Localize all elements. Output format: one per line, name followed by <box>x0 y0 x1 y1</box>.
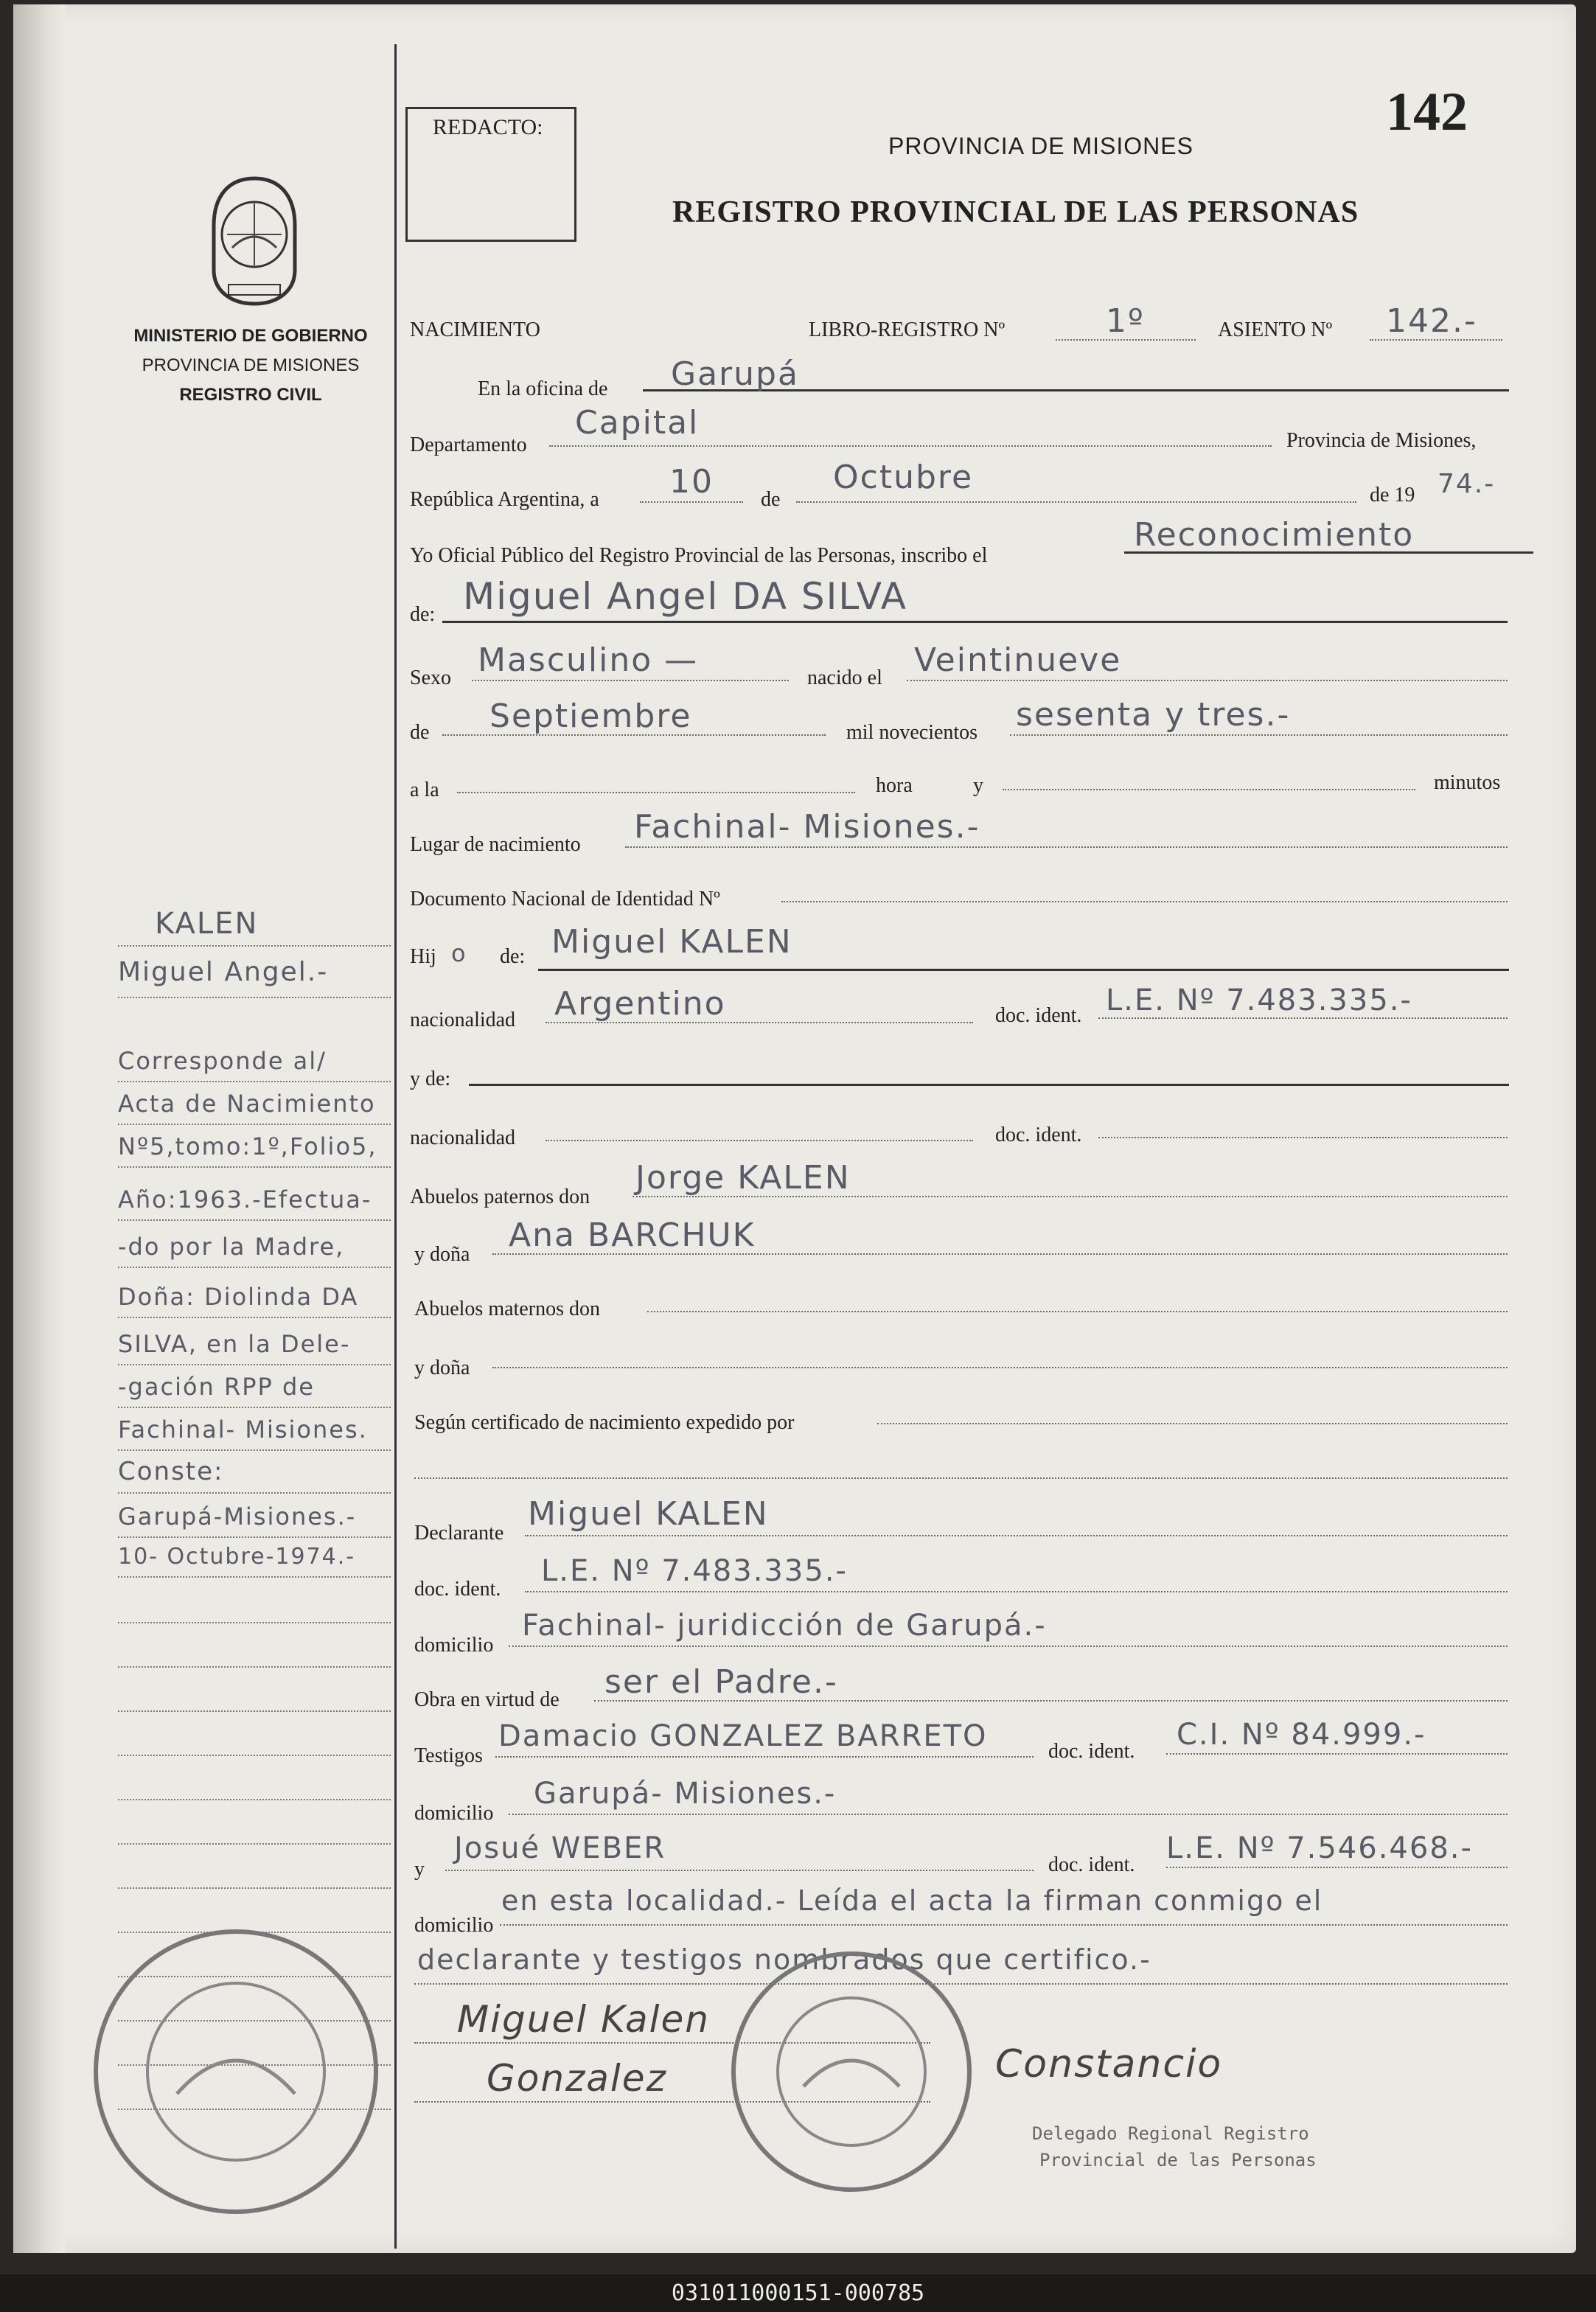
value-doc-declarante: L.E. Nº 7.483.335.- <box>541 1554 848 1588</box>
dotline-domicilio-3 <box>500 1924 1508 1926</box>
dotline-month <box>796 501 1356 503</box>
margin-line-6 <box>118 1267 391 1268</box>
margin-line-12 <box>118 1536 391 1538</box>
dotline-doc-ident-5 <box>1166 1867 1508 1868</box>
label-de-month: de <box>761 488 781 511</box>
ministry-block <box>118 321 383 410</box>
margin-note-line: Doña: Diolinda DA <box>118 1283 359 1311</box>
value-libro: 1º <box>1106 302 1145 340</box>
dotline-minutos <box>1003 789 1415 790</box>
signature-oficial: Constancio <box>995 2042 1223 2086</box>
value-nacido-dia: Veintinueve <box>914 641 1122 679</box>
coat-of-arms-icon <box>199 174 310 308</box>
label-nacionalidad-2: nacionalidad <box>410 1127 516 1149</box>
value-doc-testigo-2: L.E. Nº 7.546.468.- <box>1166 1831 1473 1865</box>
dotline-doc-ident-1 <box>1098 1017 1508 1019</box>
dotline-segun <box>877 1423 1508 1424</box>
margin-line-blank <box>118 1666 391 1668</box>
label-departamento: Departamento <box>410 434 527 456</box>
margin-line-9 <box>118 1407 391 1408</box>
margin-line-4 <box>118 1166 391 1168</box>
ministry-line-1: MINISTERIO DE GOBIERNO <box>133 326 368 346</box>
label-asiento: ASIENTO Nº <box>1218 318 1333 341</box>
value-nacionalidad-padre: Argentino <box>554 985 726 1023</box>
value-domicilio-testigo-1: Garupá- Misiones.- <box>534 1777 837 1811</box>
margin-line-7 <box>118 1317 391 1318</box>
stamp-line-2: Provincial de las Personas <box>1039 2150 1317 2170</box>
label-domicilio-3: domicilio <box>414 1914 494 1937</box>
label-obra: Obra en virtud de <box>414 1688 560 1711</box>
margin-line-8 <box>118 1364 391 1365</box>
dotline-a-la <box>457 792 855 793</box>
value-testigo-1: Damacio GONZALEZ BARRETO <box>498 1719 988 1753</box>
line-padre <box>538 969 1509 971</box>
margin-note-line: 10- Octubre-1974.- <box>118 1544 356 1570</box>
label-y-de: y de: <box>410 1068 451 1090</box>
label-doc-ident-3: doc. ident. <box>414 1578 501 1601</box>
margin-note-line: Fachinal- Misiones. <box>118 1416 368 1444</box>
dotline-testigo-2 <box>445 1870 1034 1871</box>
official-seal-icon <box>722 1939 980 2204</box>
value-obra: ser el Padre.- <box>604 1663 838 1701</box>
value-abuela-paterna: Ana BARCHUK <box>509 1216 756 1254</box>
dotline-declarante <box>525 1535 1508 1536</box>
margin-note-line: Año:1963.-Efectua- <box>118 1185 372 1214</box>
label-domicilio-2: domicilio <box>414 1802 494 1825</box>
margin-line-0 <box>118 945 391 947</box>
label-hijo: Hij <box>410 945 436 968</box>
dotline-doc-ident-4 <box>1166 1753 1508 1755</box>
margin-line-blank <box>118 1755 391 1756</box>
dotline-departamento <box>549 445 1272 447</box>
value-padre: Miguel KALEN <box>551 923 792 961</box>
label-a-la: a la <box>410 779 439 801</box>
label-doc-ident-4: doc. ident. <box>1048 1740 1135 1763</box>
value-year: 74.- <box>1438 469 1496 499</box>
page-binding <box>13 4 65 2253</box>
label-lugar: Lugar de nacimiento <box>410 833 581 856</box>
label-y: y <box>973 774 983 797</box>
value-nacido-anio: sesenta y tres.- <box>1016 696 1291 734</box>
value-day: 10 <box>669 463 714 501</box>
margin-divider <box>394 44 397 2249</box>
value-oficina: Garupá <box>671 355 799 393</box>
value-inscribe: Reconocimiento <box>1134 516 1415 554</box>
document-id: 031011000151-000785 <box>671 2280 925 2306</box>
value-abuelo-paterno: Jorge KALEN <box>635 1159 851 1197</box>
line-madre <box>469 1084 1509 1086</box>
label-abuelos-maternos: Abuelos maternos don <box>414 1298 600 1320</box>
margin-line-5 <box>118 1219 391 1221</box>
label-nacido-el: nacido el <box>807 666 882 689</box>
value-closing: declarante y testigos nombrados que certifico.- <box>417 1943 1151 1976</box>
margin-line-blank <box>118 1622 391 1623</box>
province-heading: PROVINCIA DE MISIONES <box>888 133 1193 159</box>
label-nacionalidad-1: nacionalidad <box>410 1009 516 1031</box>
margin-line-10 <box>118 1449 391 1451</box>
margin-surname: KALEN <box>155 907 259 941</box>
dotline-sexo <box>472 680 789 681</box>
label-doc-ident-2: doc. ident. <box>995 1124 1082 1146</box>
label-declarante: Declarante <box>414 1522 504 1545</box>
margin-line-3 <box>118 1124 391 1125</box>
label-segun: Según certificado de nacimiento expedido por <box>414 1411 795 1434</box>
margin-line-blank <box>118 1799 391 1800</box>
label-oficina: En la oficina de <box>478 377 608 400</box>
margin-note-line: Corresponde al/ <box>118 1047 327 1075</box>
margin-line-blank <box>118 1843 391 1845</box>
value-lugar: Fachinal- Misiones.- <box>634 808 980 846</box>
value-sexo: Masculino — <box>478 641 699 679</box>
dotline-doc-ident-2 <box>1098 1137 1508 1138</box>
margin-note-line: Nº5,tomo:1º,Folio5, <box>118 1132 377 1160</box>
label-abuelos-paternos: Abuelos paternos don <box>410 1185 590 1208</box>
value-hijo-suffix: o <box>451 939 467 967</box>
label-y-dona-2: y doña <box>414 1357 470 1379</box>
label-documento: Documento Nacional de Identidad Nº <box>410 888 720 910</box>
dotline-nacido <box>907 680 1508 681</box>
value-month: Octubre <box>833 459 974 496</box>
dotline-abuela-materna <box>492 1367 1508 1368</box>
signature-declarante: Miguel Kalen <box>457 1998 710 2041</box>
value-doc-padre: L.E. Nº 7.483.335.- <box>1106 983 1412 1017</box>
value-asiento: 142.- <box>1386 302 1477 340</box>
label-republica: República Argentina, a <box>410 488 599 511</box>
label-de-name: de: <box>410 603 436 626</box>
label-hora: hora <box>876 774 913 797</box>
margin-line-2 <box>118 1081 391 1082</box>
signature-testigo: Gonzalez <box>487 2057 667 2100</box>
dotline-testigos <box>495 1756 1034 1758</box>
margin-note-line: Conste: <box>118 1457 224 1486</box>
label-nacimiento: NACIMIENTO <box>410 318 540 341</box>
label-testigos: Testigos <box>414 1744 483 1767</box>
margin-line-1 <box>118 997 391 998</box>
official-seal-icon <box>81 1917 391 2226</box>
page-number: 142 <box>1386 82 1468 142</box>
ministry-line-3: REGISTRO CIVIL <box>179 385 322 405</box>
label-y-2: y <box>414 1858 425 1881</box>
dotline-birth-year <box>1010 734 1508 736</box>
label-sexo: Sexo <box>410 666 451 689</box>
label-libro: LIBRO-REGISTRO Nº <box>809 318 1006 341</box>
value-domicilio-final: en esta localidad.- Leída el acta la firman conmigo el <box>501 1884 1323 1917</box>
margin-line-13 <box>118 1576 391 1578</box>
dotline-nacionalidad-2 <box>546 1140 973 1141</box>
value-departamento: Capital <box>575 404 700 442</box>
label-de-year: de 19 <box>1370 484 1415 506</box>
stamp-line-1: Delegado Regional Registro <box>1032 2123 1309 2144</box>
value-testigo-2: Josué WEBER <box>454 1831 666 1865</box>
dotline-documento <box>781 901 1508 902</box>
margin-note-line: Garupá-Misiones.- <box>118 1503 357 1531</box>
margin-line-blank <box>118 1710 391 1712</box>
label-doc-ident-1: doc. ident. <box>995 1004 1082 1027</box>
value-nacido-mes: Septiembre <box>489 697 692 735</box>
line-name <box>442 621 1508 623</box>
margin-note-line: -gación RPP de <box>118 1373 315 1401</box>
dotline-doc-ident-3 <box>525 1591 1508 1592</box>
dotline-domicilio-2 <box>509 1814 1508 1815</box>
dotline-lugar <box>625 846 1508 848</box>
label-oficial: Yo Oficial Público del Registro Provincial de las Personas, inscribo el <box>410 544 988 567</box>
label-domicilio-1: domicilio <box>414 1634 494 1657</box>
dotline-segun-2 <box>414 1477 1508 1479</box>
redacto-label: REDACTO: <box>433 115 543 139</box>
redacto-box <box>405 107 576 242</box>
label-y-dona-1: y doña <box>414 1243 470 1266</box>
label-de-birth-month: de <box>410 721 430 744</box>
margin-given-name: Miguel Angel.- <box>118 957 329 987</box>
value-doc-testigo-1: C.I. Nº 84.999.- <box>1177 1718 1426 1752</box>
value-name: Miguel Angel DA SILVA <box>463 575 907 618</box>
dotline-abuelo-materno <box>647 1311 1508 1312</box>
dotline-domicilio-1 <box>509 1646 1508 1647</box>
margin-note-line: Acta de Nacimiento <box>118 1090 376 1118</box>
margin-line-11 <box>118 1492 391 1494</box>
value-declarante: Miguel KALEN <box>528 1495 769 1533</box>
registry-heading: REGISTRO PROVINCIAL DE LAS PERSONAS <box>672 195 1359 229</box>
label-hijo-de: de: <box>500 945 526 968</box>
margin-line-blank <box>118 1887 391 1889</box>
value-domicilio-declarante: Fachinal- juridicción de Garupá.- <box>522 1609 1047 1643</box>
margin-note-line: SILVA, en la Dele- <box>118 1330 351 1358</box>
label-minutos: minutos <box>1434 771 1501 794</box>
ministry-line-2: PROVINCIA DE MISIONES <box>142 355 360 375</box>
label-mil: mil novecientos <box>846 721 978 744</box>
dotline-day <box>640 501 743 503</box>
label-provincia-de: Provincia de Misiones, <box>1286 429 1477 452</box>
margin-note-line: -do por la Madre, <box>118 1233 345 1261</box>
label-doc-ident-5: doc. ident. <box>1048 1853 1135 1876</box>
